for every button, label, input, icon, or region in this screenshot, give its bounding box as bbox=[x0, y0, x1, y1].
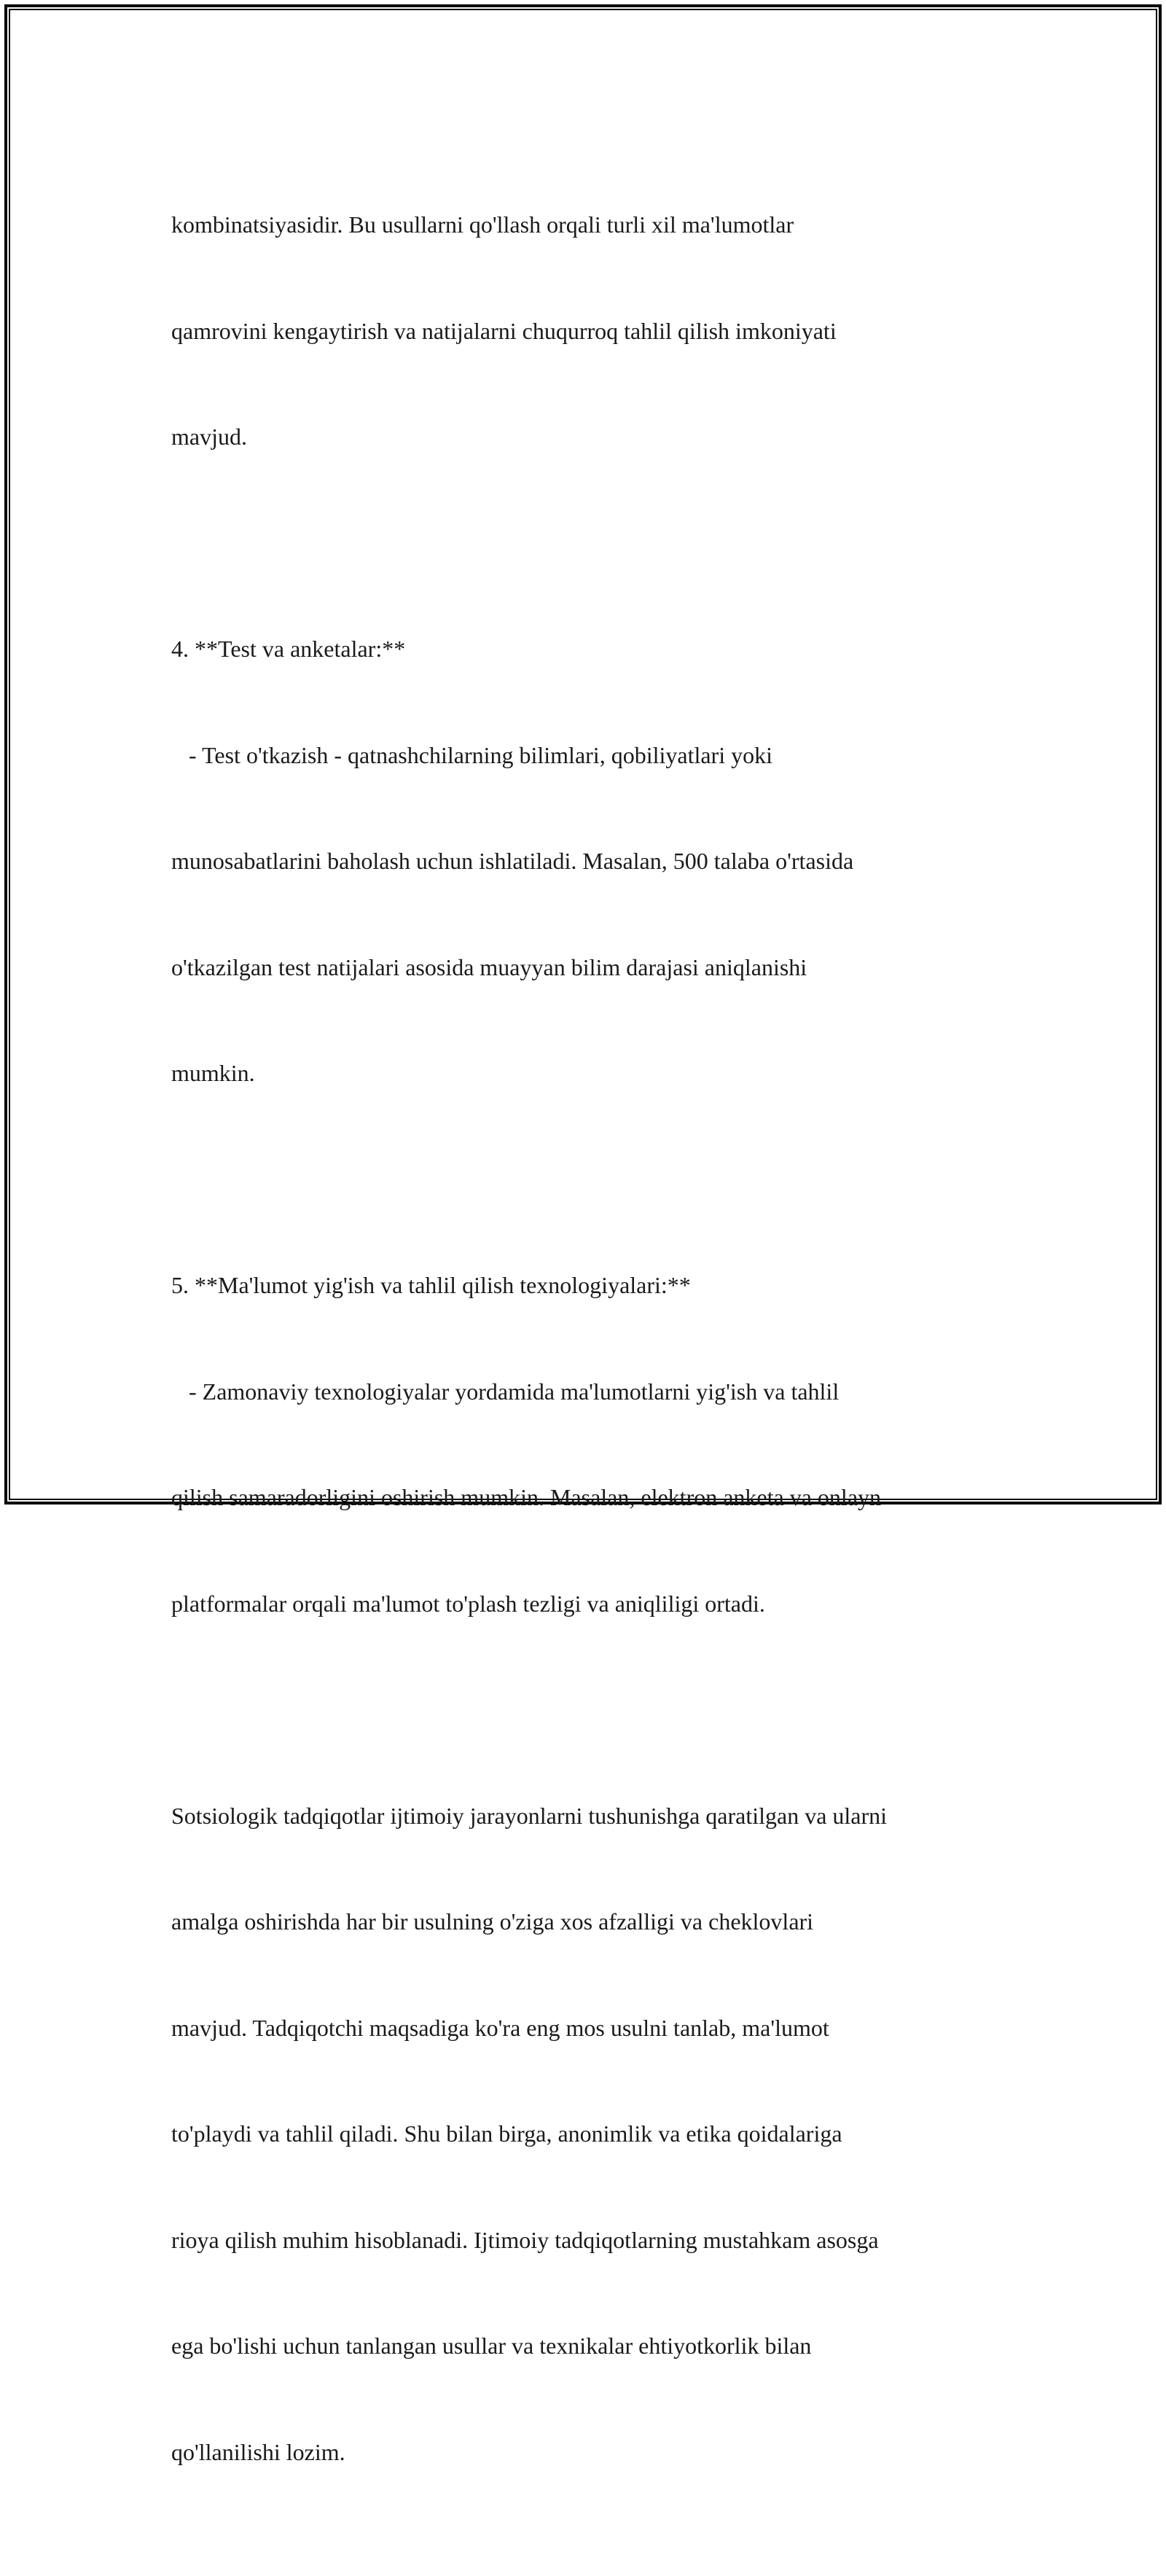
text-line: munosabatlarini baholash uchun ishlatiladi. Masalan, 500 talaba o'rtasida bbox=[171, 848, 854, 874]
text-line: o'tkazilgan test natijalari asosida muayyan bilim darajasi aniqlanishi bbox=[171, 953, 807, 980]
paragraph-test-and-surveys bbox=[171, 561, 1009, 1162]
text-line: ega bo'lishi uchun tanlangan usullar va texnikalar ehtiyotkorlik bilan bbox=[171, 2333, 812, 2359]
text-line: to'playdi va tahlil qiladi. Shu bilan birga, anonimlik va etika qoidalariga bbox=[171, 2120, 842, 2147]
text-line: rioya qilish muhim hisoblanadi. Ijtimoiy tadqiqotlarning mustahkam asosga bbox=[171, 2226, 879, 2253]
paragraph-intro-continuation bbox=[171, 136, 1009, 526]
text-line: mavjud. Tadqiqotchi maqsadiga ko'ra eng mos usulni tanlab, ma'lumot bbox=[171, 2014, 829, 2041]
text-line: - Zamonaviy texnologiyalar yordamida ma'lumotlarni yig'ish va tahlil bbox=[171, 1378, 840, 1405]
text-line: - Test o'tkazish - qatnashchilarning bilimlari, qobiliyatlari yoki bbox=[171, 741, 772, 768]
text-line: amalga oshirishda har bir usulning o'ziga xos afzalligi va cheklovlari bbox=[171, 1908, 814, 1935]
text-line: qo'llanilishi lozim. bbox=[171, 2438, 345, 2465]
paragraph-conclusion bbox=[171, 1728, 1009, 2541]
document-body bbox=[171, 136, 1009, 2576]
paragraph-data-technologies bbox=[171, 1197, 1009, 1692]
text-line: qilish samaradorligini oshirish mumkin. Masalan, elektron anketa va onlayn bbox=[171, 1484, 882, 1510]
section-heading: 4. **Test va anketalar:** bbox=[171, 636, 406, 662]
text-line: platformalar orqali ma'lumot to'plash tezligi va aniqliligi ortadi. bbox=[171, 1590, 765, 1617]
text-line: Sotsiologik tadqiqotlar ijtimoiy jarayonlarni tushunishga qaratilgan va ularni bbox=[171, 1802, 888, 1829]
text-line: qamrovini kengaytirish va natijalarni chuqurroq tahlil qilish imkoniyati bbox=[171, 317, 837, 344]
section-heading: 5. **Ma'lumot yig'ish va tahlil qilish texnologiyalari:** bbox=[171, 1272, 691, 1298]
text-line: mumkin. bbox=[171, 1060, 255, 1086]
text-line: kombinatsiyasidir. Bu usullarni qo'llash orqali turli xil ma'lumotlar bbox=[171, 211, 794, 238]
text-line: mavjud. bbox=[171, 424, 247, 450]
